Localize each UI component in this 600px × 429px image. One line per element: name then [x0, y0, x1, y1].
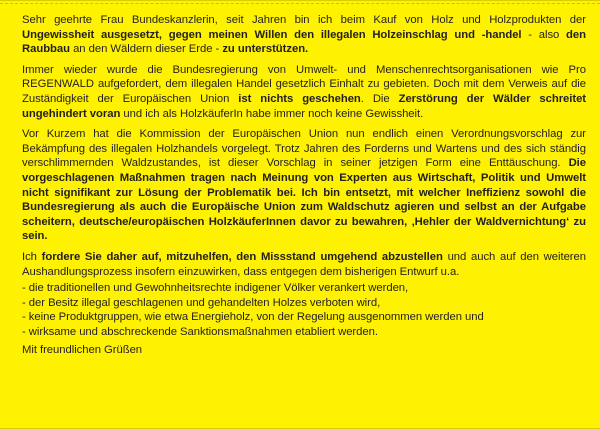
text-segment: . Die — [360, 92, 399, 105]
text-segment: und auch auf den weiteren Aushandlungsprozess insofern einzuwirken, dass entgegen dem bisherigen Entwurf u.a. — [22, 250, 586, 278]
text-segment: an den Wäldern dieser Erde - — [69, 43, 223, 56]
list-item: - keine Produktgruppen, wie etwa Energieholz, von der Regelung ausgenommen werden und — [22, 311, 484, 324]
bold-text-segment: ist nichts geschehen — [238, 92, 361, 105]
letter-body — [22, 13, 586, 358]
list-item: - die traditionellen und Gewohnheitsrechte indigener Völker verankert werden, — [22, 282, 409, 295]
paragraph-4 — [22, 250, 586, 279]
demands-list — [22, 281, 586, 339]
text-segment: Ich — [22, 250, 42, 263]
bold-text-segment: fordere Sie daher auf, mitzuhelfen, den Missstand umgehend abzustellen — [41, 250, 443, 263]
paragraph-2 — [22, 63, 586, 121]
paragraph-3 — [22, 127, 586, 244]
bold-text-segment: zu unterstützen. — [222, 43, 309, 56]
bold-text-segment: Zerstörung der Wälder schreitet ungehindert voran — [22, 92, 587, 120]
list-item: - wirksame und abschreckende Sanktionsmaßnahmen etabliert werden. — [22, 325, 378, 338]
text-segment: und ich als HolzkäuferIn habe immer noch keine Gewissheit. — [120, 107, 424, 120]
text-segment: Immer wieder wurde die Bundesregierung von Umwelt- und Menschenrechtsorganisationen wie Pro REGENWALD aufgefordert, dem illegalen Handel gesetzlich Einhalt zu gebieten. Doch mit dem Verweis auf die Zuständigkeit der Europäischen Union — [22, 63, 586, 105]
text-segment: Vor Kurzem hat die Kommission der Europäischen Union nun endlich einen Verordnungsvorschlag zur Bekämpfung des illegalen Holzhandels vorgelegt. Trotz Jahren des Forderns und Wartens und des sich ständig verschlimmernden Waldzustandes, ist dieser Vorschlag in seiner jetzigen Form eine Enttäuschung. — [22, 128, 586, 170]
bold-text-segment: Ungewissheit ausgesetzt, gegen meinen Willen den illegalen Holzeinschlag und -handel — [22, 28, 522, 41]
paragraph-1 — [22, 13, 586, 57]
text-segment: Sehr geehrte Frau Bundeskanzlerin, seit Jahren bin ich beim Kauf von Holz und Holzprodukten der — [22, 14, 586, 26]
bold-text-segment: Die vorgeschlagenen Maßnahmen tragen nach Meinung von Experten aus Wirtschaft, Politik und Umwelt nicht signifikant zur Lösung der Problematik bei. Ich bin entsetzt, mit welcher Ineffizienz sowohl die Bundesregierung als auch die Europäische Union zum Waldschutz agieren und selbst an der Aufgabe scheitern, deutsche/europäischen HolzkäuferInnen davor zu bewahren, ‚Hehler der Waldvernichtung‘ zu sein. — [22, 157, 586, 243]
list-item: - der Besitz illegal geschlagenen und gehandelten Holzes verboten wird, — [22, 296, 381, 309]
closing-greeting: Mit freundlichen Grüßen — [22, 344, 143, 357]
bold-text-segment: den Raubbau — [22, 28, 586, 56]
text-segment: - also — [521, 28, 567, 41]
